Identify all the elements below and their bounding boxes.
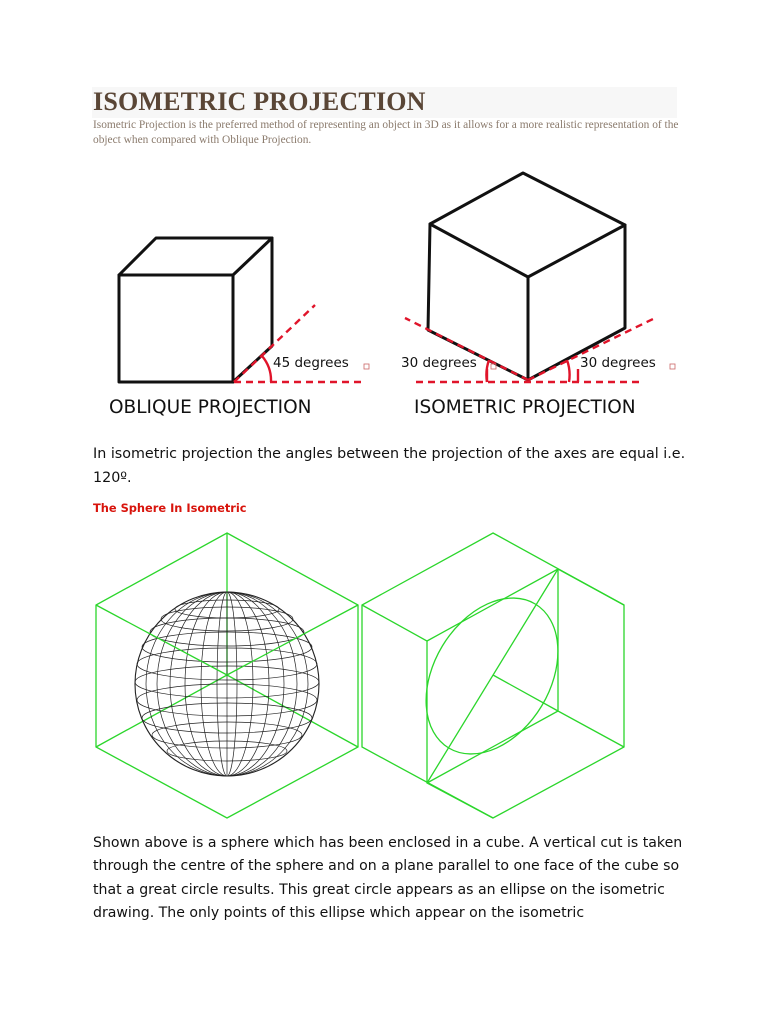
oblique-angle-label: 45 degrees <box>273 355 349 371</box>
broken-image-icon <box>670 364 675 369</box>
projection-comparison-figure <box>0 0 768 430</box>
oblique-cube-top <box>119 238 272 275</box>
right-cube-inner-right <box>427 711 624 783</box>
right-cube-inner-left <box>362 605 493 818</box>
section-heading: The Sphere In Isometric <box>93 501 247 515</box>
iso-right-angle-arc <box>567 360 570 382</box>
isometric-angle-paragraph: In isometric projection the angles between the projection of the axes are equal i.e. 120º. <box>93 446 686 486</box>
page-title: ISOMETRIC PROJECTION <box>93 87 426 116</box>
sphere-mesh <box>135 592 319 776</box>
oblique-cube-front <box>119 275 233 382</box>
right-cube-inner-top <box>427 569 624 641</box>
oblique-angle-arc <box>262 356 271 382</box>
iso-right-angle-label: 30 degrees <box>580 355 656 371</box>
intro-paragraph: Isometric Projection is the preferred method of representing an object in 3D as it allows for a more realistic representation of the object when compared with Oblique Projection. <box>93 119 679 146</box>
ellipse-major-axis <box>427 569 558 783</box>
isometric-caption: ISOMETRIC PROJECTION <box>414 397 636 418</box>
oblique-caption: OBLIQUE PROJECTION <box>109 397 312 418</box>
isometric-cube-top <box>430 173 625 277</box>
sphere-isometric-figure <box>0 520 768 825</box>
broken-image-icon <box>364 364 369 369</box>
sphere-explanation-paragraph: Shown above is a sphere which has been enclosed in a cube. A vertical cut is taken through the centre of the sphere and on a plane parallel to one face of the cube so that a great circle results. This great circle appears as an ellipse on the isometric drawing. The only points of this ellipse which appear on the isometric <box>93 835 683 922</box>
iso-left-angle-label: 30 degrees <box>401 355 477 371</box>
